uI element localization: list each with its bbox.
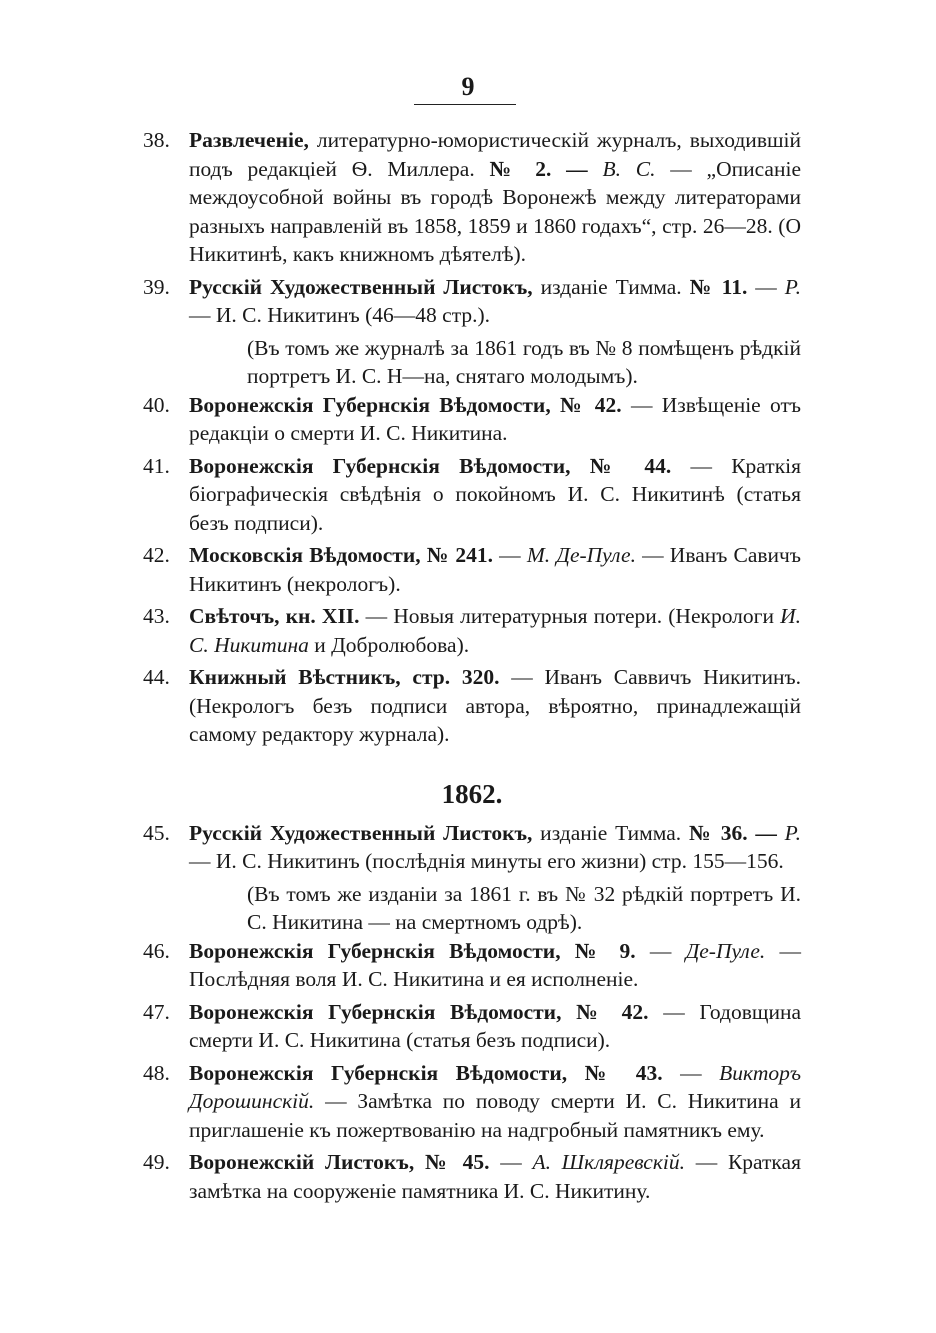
entry-author: Де-Пуле. [685, 938, 766, 963]
entry-text: — Иванъ Саввичъ Никитинъ. (Некрологъ безъ подписи автора, вѣроятно, принадлежащій самому редактору журнала). [189, 665, 801, 746]
entry-text: — И. С. Никитинъ (послѣднія минуты его жизни) стр. 155—156. [189, 849, 784, 873]
entry-author: Викторъ Дорошинскій. [189, 1060, 801, 1113]
bibliography-entry-44 [143, 663, 801, 749]
entry-title: Воронежскія Губернскія Вѣдомости, № 42. [189, 999, 649, 1024]
entry-author: Р. [784, 820, 802, 845]
entry-number: 43. [143, 604, 170, 628]
entry-text: литературно-юмористическій журналъ, выходившій подъ редакціей Ѳ. Миллера. [189, 128, 801, 181]
entry-text: — Послѣдняя воля И. С. Никитина и ея исполненіе. [189, 938, 801, 991]
entry-title: Свѣточъ, кн. XII. [189, 604, 360, 628]
entry-note-wrapper [189, 334, 801, 391]
section-heading-year: 1862. [441, 778, 503, 809]
entry-text: — Замѣтка по поводу смерти И. С. Никитина и приглашеніе къ пожертвованію на надгробный памятникъ ему. [189, 1089, 801, 1142]
entry-number: 39. [143, 274, 170, 299]
entry-issue: № 2. — [489, 156, 603, 181]
bibliography-entry-41 [143, 452, 801, 538]
bibliography-entry-45 [143, 819, 801, 876]
entry-title: Воронежскія Губернскія Вѣдомости, № 9. [189, 938, 636, 963]
bibliography-entry-40 [143, 391, 801, 448]
page-number: 9 [461, 72, 475, 101]
entry-title: Русскій Художественный Листокъ, [189, 820, 533, 845]
entry-text: — Краткая замѣтка на сооруженіе памятника И. С. Никитину. [189, 1150, 801, 1203]
entry-text: — „Описаніе междоусобной войны въ городѣ Воронежѣ между литераторами разныхъ направленій въ 1858, 1859 и 1860 годахъ“, стр. 26—28. (О Никитинѣ, какъ книжномъ дѣятелѣ). [189, 156, 801, 266]
entry-author: Р. [784, 274, 802, 299]
entry-title: Книжный Вѣстникъ, стр. 320. [189, 665, 500, 689]
entry-text: — Новыя литературныя потери. (Некрологи [359, 604, 781, 628]
entry-author: А. Шкляревскій. [532, 1150, 686, 1174]
entry-issue: № 36. — [688, 820, 777, 845]
bibliography-entry-39 [143, 273, 801, 330]
entry-text: — И. С. Никитинъ (46—48 стр.). [189, 303, 491, 327]
entry-number: 46. [143, 938, 170, 963]
bibliography-entry-38 [143, 126, 801, 269]
entry-author: М. Де-Пуле. [526, 543, 636, 567]
entry-issue: № 11. [689, 274, 748, 299]
entry-number: 40. [143, 392, 170, 417]
entry-note-wrapper [189, 880, 801, 937]
entry-text: — [662, 1060, 720, 1085]
entry-title: Развлеченіе, [189, 128, 309, 152]
bibliography-entry-43 [143, 602, 801, 659]
entry-text: — [747, 274, 785, 299]
entry-note: (Въ томъ же журналѣ за 1861 годъ въ № 8 помѣщенъ рѣдкій портретъ И. С. Н—на, снятаго молодымъ). [247, 335, 801, 388]
entry-title: Воронежскія Губернскія Вѣдомости, № 43. [189, 1060, 663, 1085]
bibliography-entry-46 [143, 937, 801, 994]
entry-number: 49. [143, 1150, 170, 1174]
entry-text: изданіе Тимма. [532, 274, 690, 299]
entry-number: 38. [143, 128, 170, 152]
entry-title: Воронежскія Губернскія Вѣдомости, № 42. [189, 392, 622, 417]
entry-text: — [489, 1150, 533, 1174]
entry-text: — Годовщина смерти И. С. Никитина (статья безъ подписи). [189, 999, 801, 1052]
bibliography-entry-47 [143, 998, 801, 1055]
entry-text: — Извѣщеніе отъ редакціи о смерти И. С. Никитина. [189, 392, 801, 445]
entry-number: 47. [143, 999, 170, 1024]
bibliography-entry-49 [143, 1148, 801, 1205]
entry-title: Воронежскій Листокъ, № 45. [189, 1150, 490, 1174]
entry-text [777, 821, 785, 845]
entry-number: 41. [143, 453, 170, 478]
bibliography-entry-48 [143, 1059, 801, 1145]
entry-title: Русскій Художественный Листокъ, [189, 274, 533, 299]
entry-number: 45. [143, 820, 170, 845]
entry-title: Воронежскія Губернскія Вѣдомости, № 44. [189, 453, 672, 478]
entry-title: Московскія Вѣдомости, № 241. [189, 543, 493, 567]
entry-number: 42. [143, 543, 170, 567]
entry-note: (Въ томъ же изданіи за 1861 г. въ № 32 рѣдкій портретъ И. С. Никитина — на смертномъ одрѣ). [247, 881, 801, 934]
entry-text: изданіе Тимма. [532, 820, 689, 845]
entry-text: и Добролюбова). [308, 632, 470, 657]
bibliography-list [143, 126, 801, 1209]
entry-text: — [492, 543, 527, 567]
entry-number: 44. [143, 665, 170, 689]
entry-number: 48. [143, 1060, 170, 1085]
bibliography-entry-42 [143, 541, 801, 598]
entry-text: — [635, 938, 686, 963]
page-number-rule [414, 104, 516, 105]
entry-text: — Краткія біографическія свѣдѣнія о покойномъ И. С. Никитинѣ (статья безъ подписи). [189, 453, 802, 535]
entry-author: В. С. [602, 156, 656, 181]
entry-text: — Иванъ Савичъ Никитинъ (некрологъ). [189, 543, 801, 596]
entry-author: И. С. Никитина [189, 604, 801, 657]
